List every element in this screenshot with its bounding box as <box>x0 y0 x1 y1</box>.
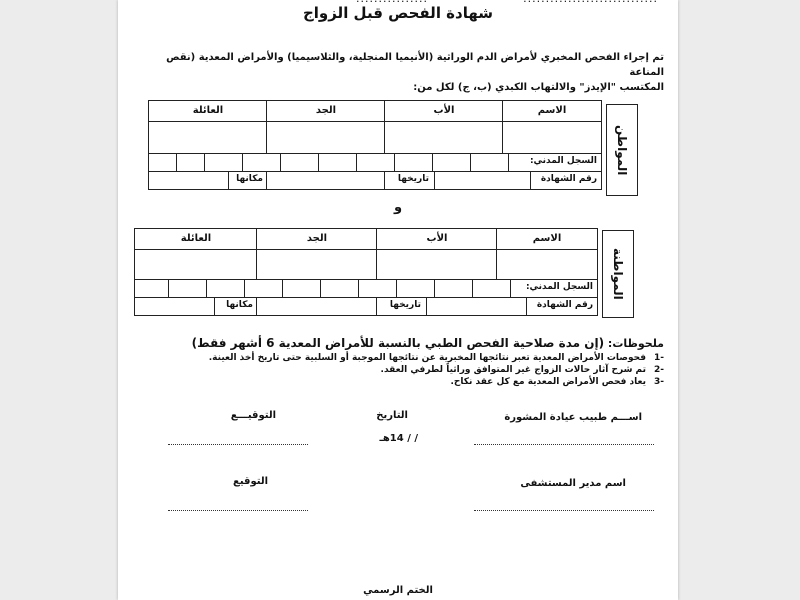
bride-box-div <box>282 279 283 297</box>
groom-col-div-3 <box>266 101 267 153</box>
bride-box-div <box>168 279 169 297</box>
note-number: -1 <box>653 353 664 363</box>
groom-col-father: الأب <box>433 105 455 116</box>
bride-civil-record-label: السجل المدني: <box>525 282 593 292</box>
bride-row-line-2 <box>135 297 597 298</box>
groom-box-div <box>432 153 433 171</box>
groom-box-div <box>204 153 205 171</box>
doctor-name-field[interactable] <box>474 444 654 445</box>
bride-col-family: العائلة <box>180 233 212 244</box>
groom-issue-place-label: مكانها <box>236 174 263 184</box>
groom-col-grandfather: الجد <box>315 105 337 116</box>
note-number: -3 <box>653 377 664 387</box>
groom-box-div <box>318 153 319 171</box>
bride-box-div <box>320 279 321 297</box>
bride-cert-div <box>526 297 527 315</box>
groom-row-line-2 <box>149 171 601 172</box>
bride-cert-div <box>214 297 215 315</box>
groom-col-div-1 <box>502 101 503 153</box>
bride-box-div <box>244 279 245 297</box>
groom-cert-div <box>384 171 385 189</box>
note-item <box>144 364 664 376</box>
doctor-name-label: اســـم طبيب عيادة المشورة <box>504 412 642 423</box>
groom-cert-div <box>228 171 229 189</box>
notes-heading: ملحوظات: <box>607 337 664 350</box>
intro-paragraph <box>144 50 664 95</box>
and-connector: و <box>393 200 403 215</box>
groom-col-name: الاسم <box>537 105 567 116</box>
bride-box-div <box>206 279 207 297</box>
groom-grid <box>148 100 602 190</box>
groom-box-div <box>508 153 509 171</box>
groom-issue-date-label: تاريخها <box>397 174 429 184</box>
bride-col-div-2 <box>376 229 377 279</box>
intro-line-1: تم إجراء الفحص المخبري لأمراض الدم الوراثية (الأنيميا المنجلية، والثلاسيميا) والأمراض المعدية (نقص المناعة <box>166 52 664 78</box>
bride-cert-div <box>426 297 427 315</box>
director-signature-field[interactable] <box>168 510 308 511</box>
official-stamp-label: الختم الرسمي <box>363 585 433 596</box>
bride-box-div <box>434 279 435 297</box>
hospital-director-label: اسم مدير المستشفى <box>520 478 626 489</box>
groom-box-div <box>280 153 281 171</box>
date-label: التاريخ <box>376 410 408 421</box>
bride-header-line <box>135 249 597 250</box>
groom-box-div <box>176 153 177 171</box>
groom-cert-div <box>530 171 531 189</box>
note-text: فحوصات الأمراض المعدية تعبر نتائجها المخبرية عن نتائجها الموجبة أو السلبية حتى تاريخ أخذ العينة. <box>208 353 646 363</box>
director-name-field[interactable] <box>474 510 654 511</box>
groom-header-line <box>149 121 601 122</box>
intro-line-2: المكتسب "الإيدز" والالتهاب الكبدي (ب، ج) لكل من: <box>413 82 664 93</box>
groom-col-div-2 <box>384 101 385 153</box>
bride-box-div <box>358 279 359 297</box>
groom-box-div <box>470 153 471 171</box>
note-number: -2 <box>653 365 664 375</box>
note-item <box>144 376 664 388</box>
bride-col-div-1 <box>496 229 497 279</box>
signature-label-2: التوقيع <box>233 476 268 487</box>
bride-cert-div <box>256 297 257 315</box>
note-text: تم شرح آثار حالات الزواج غير المتوافق وراثياً لطرفي العقد. <box>380 365 646 375</box>
groom-civil-record-label: السجل المدني: <box>529 156 597 166</box>
bride-row-line-1 <box>135 279 597 280</box>
bride-issue-date-label: تاريخها <box>389 300 421 310</box>
bride-cert-div <box>376 297 377 315</box>
bride-col-father: الأب <box>426 233 448 244</box>
groom-row-line-1 <box>149 153 601 154</box>
bride-issue-place-label: مكانها <box>226 300 253 310</box>
bride-col-div-3 <box>256 229 257 279</box>
bride-box-div <box>472 279 473 297</box>
signature-label: التوقيـــع <box>230 410 276 421</box>
notes-heading-line <box>144 336 664 350</box>
groom-cert-number-label: رقم الشهادة <box>540 174 597 184</box>
certificate-page <box>118 0 678 600</box>
note-item <box>144 352 664 364</box>
bride-box-div <box>510 279 511 297</box>
bride-side-label: المواطنة <box>602 230 634 318</box>
bride-cert-number-label: رقم الشهادة <box>536 300 593 310</box>
exam-date-field[interactable]: / / 14هـ <box>379 433 418 444</box>
groom-cert-div <box>434 171 435 189</box>
groom-cert-div <box>266 171 267 189</box>
doctor-signature-field[interactable] <box>168 444 308 445</box>
bride-col-name: الاسم <box>532 233 562 244</box>
note-text: يعاد فحص الأمراض المعدية مع كل عقد نكاح. <box>450 377 646 387</box>
notes-validity: (إن مدة صلاحية الفحص الطبي بالنسبة للأمراض المعدية 6 أشهر فقط) <box>191 336 605 350</box>
document-title: شهادة الفحص قبل الزواج <box>302 4 494 22</box>
groom-box-div <box>394 153 395 171</box>
bride-grid <box>134 228 598 316</box>
bride-box-div <box>396 279 397 297</box>
groom-box-div <box>356 153 357 171</box>
groom-col-family: العائلة <box>192 105 224 116</box>
groom-box-div <box>242 153 243 171</box>
groom-side-label: المواطن <box>606 104 638 196</box>
bride-col-grandfather: الجد <box>306 233 328 244</box>
